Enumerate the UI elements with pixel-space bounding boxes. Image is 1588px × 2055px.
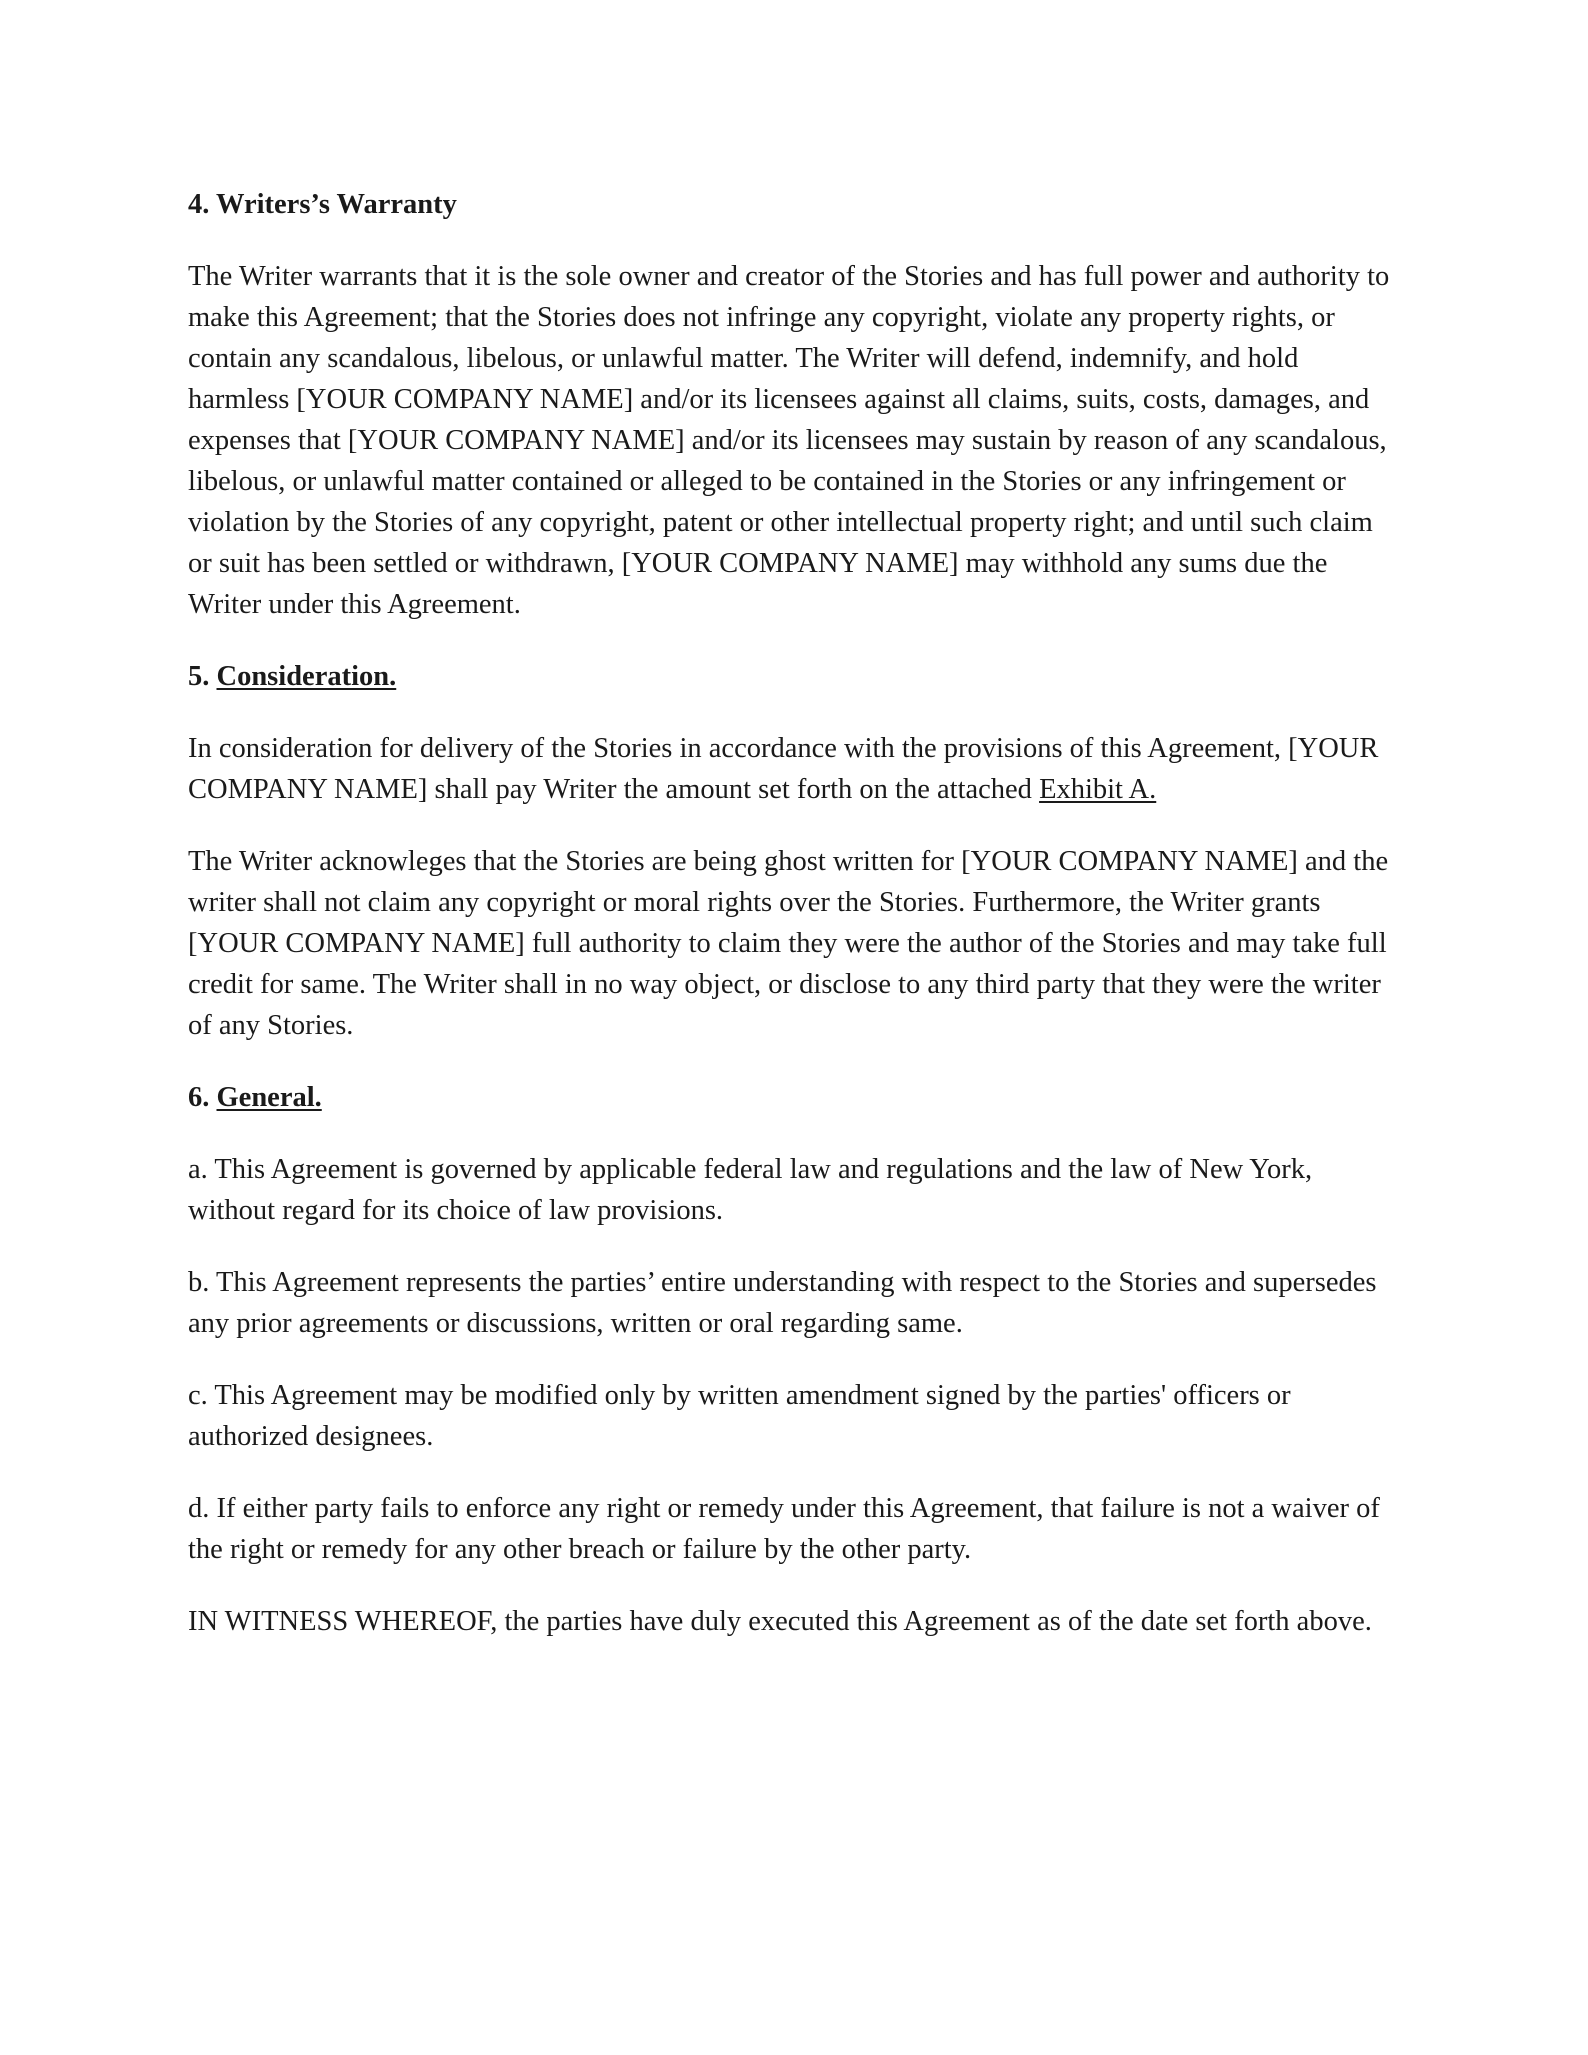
section-6-item-a: a. This Agreement is governed by applicable federal law and regulations and the law of New York, without regard for its choice of law provisions. xyxy=(188,1154,1313,1226)
document-body xyxy=(188,184,1400,1642)
section-5-paragraph-2: The Writer acknowleges that the Stories are being ghost written for [YOUR COMPANY NAME] and the writer shall not claim any copyright or moral rights over the Stories. Furthermore, the Writer grants [YOUR COMPANY NAME] full authority to claim they were the author of the Stories and may take full credit for same. The Writer shall in no way object, or disclose to any third party that they were the writer of any Stories. xyxy=(188,846,1389,1041)
section-6-heading xyxy=(188,1077,1400,1118)
section-6-title: General. xyxy=(216,1082,322,1113)
section-6-number: 6. xyxy=(188,1082,210,1113)
section-5-title: Consideration. xyxy=(216,661,397,692)
section-6-item-b: b. This Agreement represents the parties’ entire understanding with respect to the Stories and supersedes any prior agreements or discussions, written or oral regarding same. xyxy=(188,1267,1377,1339)
section-6-item-c: c. This Agreement may be modified only by written amendment signed by the parties' officers or authorized designees. xyxy=(188,1380,1291,1452)
section-4-body: The Writer warrants that it is the sole owner and creator of the Stories and has full power and authority to make this Agreement; that the Stories does not infringe any copyright, violate any property rights, or contain any scandalous, libelous, or unlawful matter. The Writer will defend, indemnify, and hold harmless [YOUR COMPANY NAME] and/or its licensees against all claims, suits, costs, damages, and expenses that [YOUR COMPANY NAME] and/or its licensees may sustain by reason of any scandalous, libelous, or unlawful matter contained or alleged to be contained in the Stories or any infringement or violation by the Stories of any copyright, patent or other intellectual property right; and until such claim or suit has been settled or withdrawn, [YOUR COMPANY NAME] may withhold any sums due the Writer under this Agreement. xyxy=(188,261,1390,620)
section-5-number: 5. xyxy=(188,661,210,692)
section-5-paragraph-1-text: In consideration for delivery of the Stories in accordance with the provisions of this Agreement, [YOUR COMPANY NAME] shall pay Writer the amount set forth on the attached xyxy=(188,733,1379,805)
section-5-paragraph-1 xyxy=(188,728,1400,810)
exhibit-a-reference: Exhibit A. xyxy=(1039,774,1157,805)
witness-clause: IN WITNESS WHEREOF, the parties have duly executed this Agreement as of the date set forth above. xyxy=(188,1606,1372,1637)
section-4-heading: 4. Writers’s Warranty xyxy=(188,189,457,220)
section-6-item-d: d. If either party fails to enforce any right or remedy under this Agreement, that failure is not a waiver of the right or remedy for any other breach or failure by the other party. xyxy=(188,1493,1380,1565)
section-5-heading xyxy=(188,656,1400,697)
